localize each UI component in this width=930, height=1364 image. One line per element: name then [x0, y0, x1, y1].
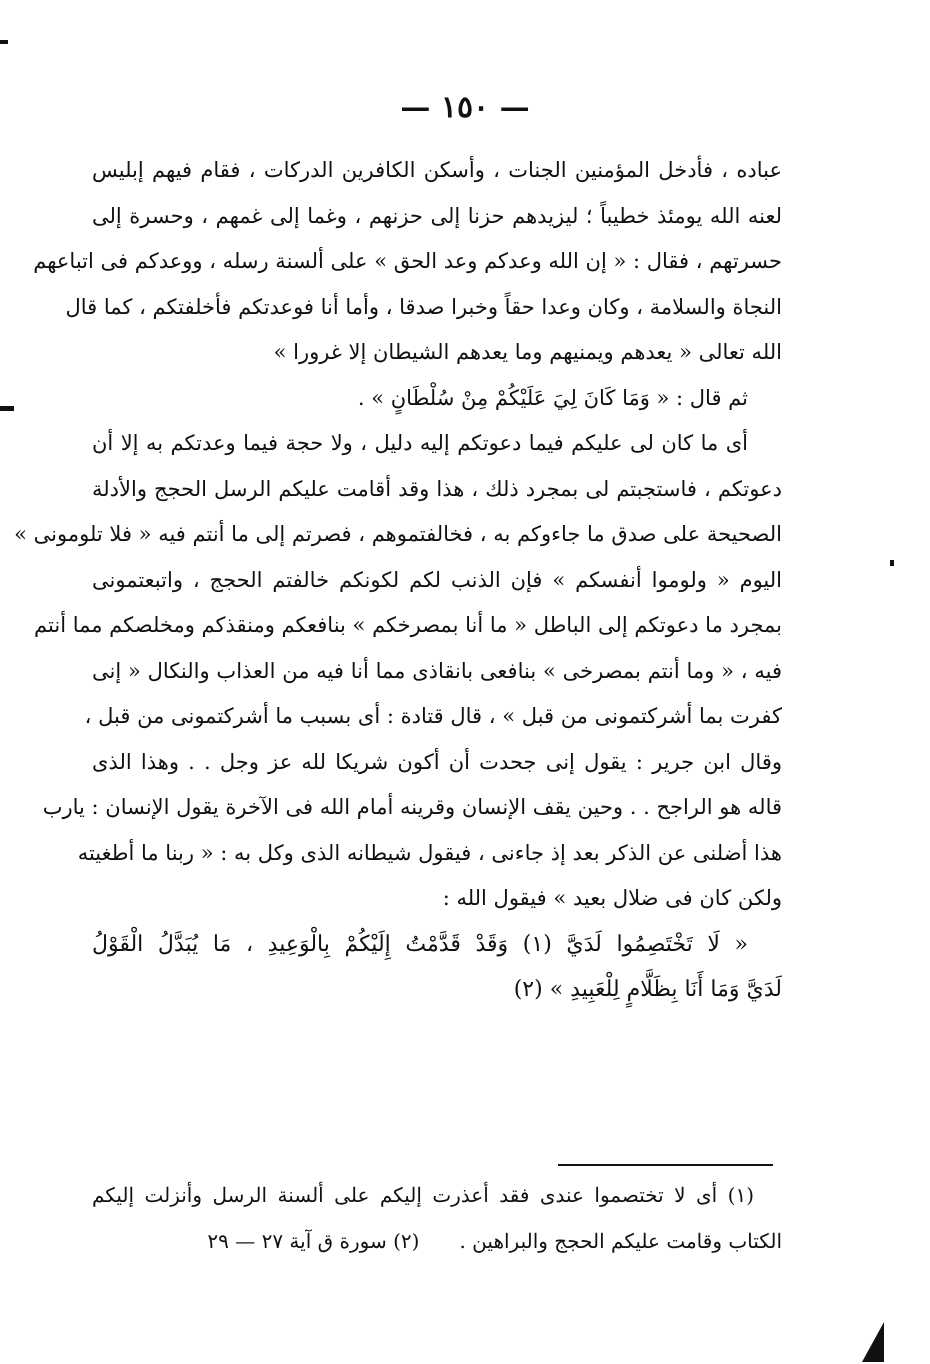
text-line: هذا أضلنى عن الذكر بعد إذ جاءنى ، فيقول شيطانه الذى وكل به : « ربنا ما أطغيته	[77, 840, 782, 865]
body-text	[14, 148, 782, 1013]
footnote-divider	[558, 1164, 773, 1166]
footnotes	[92, 1172, 782, 1264]
footnote-2: (٢) سورة ق آية ٢٧ — ٢٩	[207, 1229, 420, 1253]
quran-verse-line: « لَا تَخْتَصِمُوا لَدَيَّ (١) وَقَدْ قَدَّمْتُ إِلَيْكُمْ بِالْوَعِيدِ ، مَا يُبَدَّلُ الْقَوْلُ	[92, 931, 748, 957]
text-line: الله تعالى « يعدهم ويمنيهم وما يعدهم الشيطان إلا غرورا »	[273, 340, 782, 364]
text-line: كفرت بما أشركتمونى من قبل » ، قال قتادة : أى بسبب ما أشركتمونى من قبل ،	[84, 704, 782, 728]
scan-mark	[890, 560, 894, 566]
text-line: النجاة والسلامة ، وكان وعدا حقاً وخبرا صدقا ، وأما أنا فوعدتكم فأخلفتكم ، كما قال	[65, 294, 782, 319]
text-line: دعوتكم ، فاستجبتم لى بمجرد ذلك ، هذا وقد أقامت عليكم الرسل الحجج والأدلة	[92, 476, 782, 501]
page-number: — ١٥٠ —	[400, 90, 530, 125]
text-line: فيه ، « وما أنتم بمصرخى » بنافعى بانقاذى مما أنا فيه من العذاب والنكال « إنى	[92, 658, 782, 683]
text-line: اليوم « ولوموا أنفسكم » فإن الذنب لكم لكونكم خالفتم الحجج ، واتبعتمونى	[92, 567, 782, 592]
scan-mark	[0, 406, 14, 411]
text-line: ثم قال : « وَمَا كَانَ لِيَ عَلَيْكُمْ مِنْ سُلْطَانٍ » .	[357, 385, 748, 410]
text-line: بمجرد ما دعوتكم إلى الباطل « ما أنا بمصرخكم » بنافعكم ومنقذكم ومخلصكم مما أنتم	[34, 613, 782, 637]
footnote-row	[92, 1218, 782, 1264]
text-line: حسرتهم ، فقال : « إن الله وعدكم وعد الحق » على ألسنة رسله ، ووعدكم فى اتباعهم	[33, 249, 782, 273]
text-line: الصحيحة على صدق ما جاءوكم به ، فخالفتموهم ، فصرتم إلى ما أنتم فيه « فلا تلومونى »	[14, 522, 782, 546]
text-line: أى ما كان لى عليكم فيما دعوتكم إليه دليل ، ولا حجة فيما وعدتكم به إلا أن	[92, 431, 748, 455]
scan-mark	[0, 40, 8, 44]
text-line: قاله هو الراجح . . وحين يقف الإنسان وقرينه أمام الله فى الآخرة يقول الإنسان : يارب	[42, 795, 782, 819]
text-line: وقال ابن جرير : يقول إنى جحدت أن أكون شريكا لله عز وجل . . وهذا الذى	[92, 749, 782, 774]
footnote-1: (١) أى لا تختصموا عندى فقد أعذرت إليكم على ألسنة الرسل وأنزلت إليكم	[92, 1183, 754, 1207]
text-line: ولكن كان فى ضلال بعيد » فيقول الله :	[442, 886, 782, 910]
text-line: عباده ، فأدخل المؤمنين الجنات ، وأسكن الكافرين الدركات ، فقام فيهم إبليس	[92, 158, 782, 182]
text-line: لعنه الله يومئذ خطيباً ؛ ليزيدهم حزنا إلى حزنهم ، وغما إلى غمهم ، وحسرة إلى	[92, 203, 782, 228]
quran-verse-line: لَدَيَّ وَمَا أَنَا بِظَلَّامٍ لِلْعَبِيدِ » (٢)	[513, 977, 782, 1002]
footnote-1-continued: الكتاب وقامت عليكم الحجج والبراهين .	[459, 1229, 782, 1253]
scan-corner-mark	[862, 1322, 884, 1362]
